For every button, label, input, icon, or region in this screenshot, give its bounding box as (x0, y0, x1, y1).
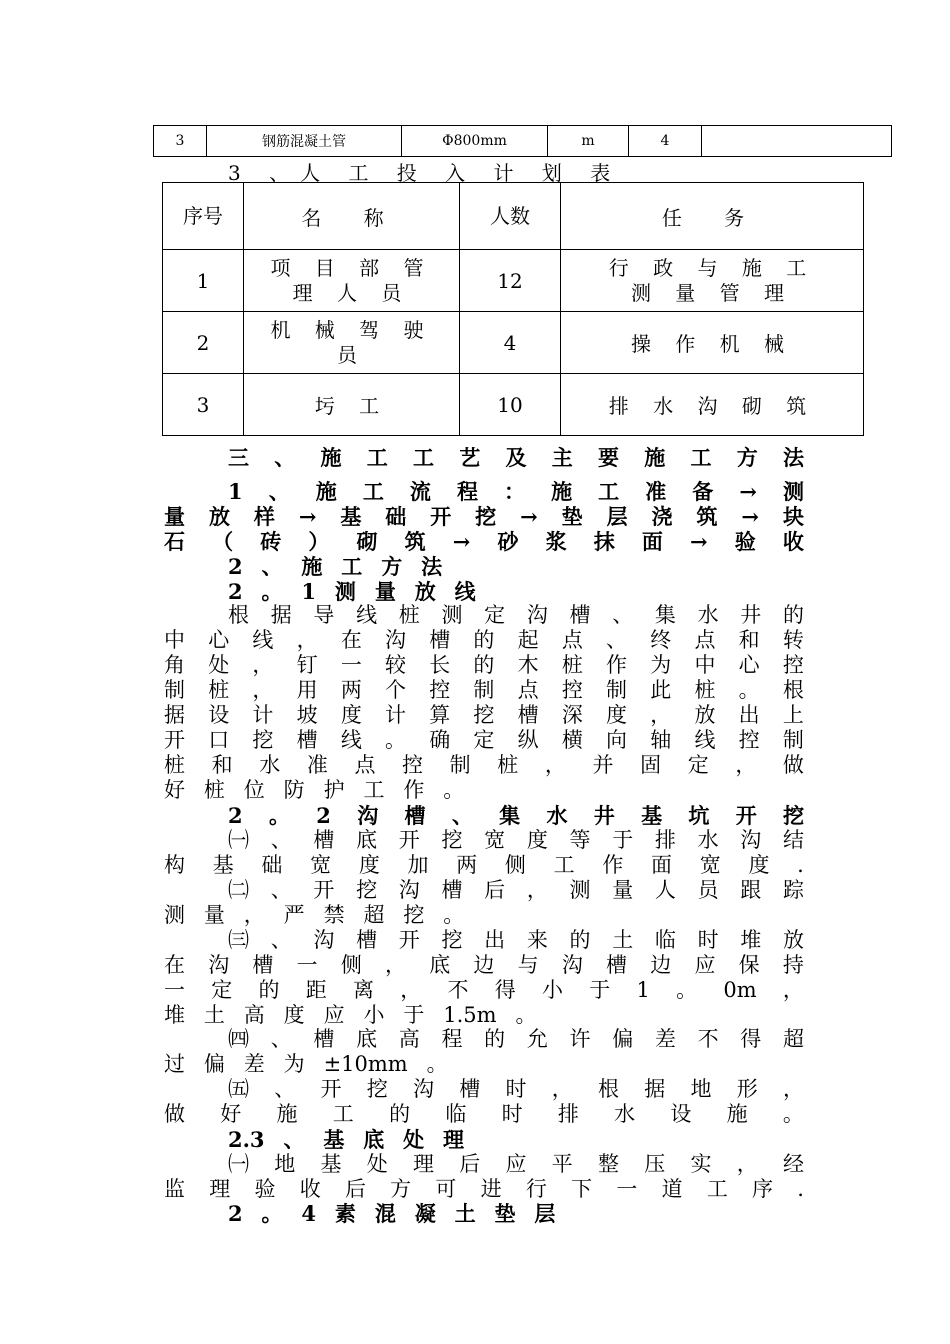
text-line: ㈣ 、 槽 底 高 程 的 允 许 偏 差 不 得 超 (228, 1027, 804, 1051)
text-line: 2 。 1 测 量 放 线 (228, 579, 476, 604)
text-line: 2 、 施 工 方 法 (228, 554, 443, 579)
text-line: 1 、 施 工 流 程 ： 施 工 准 备 → 测 (228, 479, 804, 504)
table-cell: 1 (163, 250, 244, 312)
text-line: 2 。 2 沟 槽 、 集 水 井 基 坑 开 挖 (228, 803, 804, 828)
text-line: ㈢ 、 沟 槽 开 挖 出 来 的 土 临 时 堆 放 (228, 928, 804, 952)
header-cell-count: 人数 (460, 183, 561, 250)
text-line: ㈡ 、 开 挖 沟 槽 后 ， 测 量 人 员 跟 踪 (228, 878, 804, 902)
text-line: 制 桩 ， 用 两 个 控 制 点 控 制 此 桩 。 根 (164, 678, 804, 702)
table-cell: 3 (154, 126, 207, 157)
text-line: 一 定 的 距 离 ， 不 得 小 于 1 。 0m ， (164, 978, 804, 1002)
materials-table-continuation (153, 125, 892, 157)
text-line: 量 放 样 → 基 础 开 挖 → 垫 层 浇 筑 → 块 (164, 504, 804, 529)
table-cell: 10 (460, 374, 561, 436)
text-line: 桩 和 水 准 点 控 制 桩 ， 并 固 定 ， 做 (164, 753, 804, 777)
table-cell: 机 械 驾 驶 员 (244, 312, 460, 374)
table-cell: m (548, 126, 629, 157)
text-line: 做 好 施 工 的 临 时 排 水 设 施 。 (164, 1102, 804, 1126)
text-line: 好 桩 位 防 护 工 作 。 (164, 778, 465, 802)
table-cell: 2 (163, 312, 244, 374)
table-cell (702, 126, 892, 157)
table-row (163, 250, 864, 312)
table-cell: Φ800mm (402, 126, 548, 157)
table-cell: 4 (629, 126, 702, 157)
table-row (163, 374, 864, 436)
text-line: 根 据 导 线 桩 测 定 沟 槽 、 集 水 井 的 (228, 603, 804, 627)
text-line: ㈠ 、 槽 底 开 挖 宽 度 等 于 排 水 沟 结 (228, 828, 804, 852)
table-cell: 排 水 沟 砌 筑 (561, 374, 864, 436)
table-cell: 12 (460, 250, 561, 312)
text-line: ㈠ 地 基 处 理 后 应 平 整 压 实 ， 经 (228, 1152, 804, 1176)
table-cell: 4 (460, 312, 561, 374)
text-line: 三 、 施 工 工 艺 及 主 要 施 工 方 法 (228, 445, 804, 470)
text-line: 在 沟 槽 一 侧 ， 底 边 与 沟 槽 边 应 保 持 (164, 953, 804, 977)
table-cell: 项 目 部 管 理 人 员 (244, 250, 460, 312)
text-line: 中 心 线 ， 在 沟 槽 的 起 点 、 终 点 和 转 (164, 628, 804, 652)
text-line: ㈤ 、 开 挖 沟 槽 时 ， 根 据 地 形 ， (228, 1077, 804, 1101)
text-line: 监 理 验 收 后 方 可 进 行 下 一 道 工 序 . (164, 1177, 804, 1201)
text-line: 构 基 础 宽 度 加 两 侧 工 作 面 宽 度 . (164, 853, 804, 877)
text-line: 测 量 ， 严 禁 超 挖 。 (164, 903, 465, 927)
text-line: 堆 土 高 度 应 小 于 1.5m 。 (164, 1003, 537, 1027)
staff-table-caption: 3 、人 工 投 入 计 划 表 (228, 161, 622, 185)
table-cell: 3 (163, 374, 244, 436)
table-row (154, 126, 892, 157)
text-line: 过 偏 差 为 ±10mm 。 (164, 1052, 448, 1076)
table-header-row (163, 183, 864, 250)
table-row (163, 312, 864, 374)
text-line: 石 （ 砖 ） 砌 筑 → 砂 浆 抹 面 → 验 收 (164, 529, 804, 554)
text-line: 2.3 、 基 底 处 理 (228, 1127, 464, 1152)
table-cell: 行 政 与 施 工 测 量 管 理 (561, 250, 864, 312)
table-cell: 操 作 机 械 (561, 312, 864, 374)
table-cell: 圬 工 (244, 374, 460, 436)
text-line: 开 口 挖 槽 线 。 确 定 纵 横 向 轴 线 控 制 (164, 728, 804, 752)
header-cell-index: 序号 (163, 183, 244, 250)
text-line: 据 设 计 坡 度 计 算 挖 槽 深 度 ， 放 出 上 (164, 703, 804, 727)
text-line: 角 处 ， 钉 一 较 长 的 木 桩 作 为 中 心 控 (164, 653, 804, 677)
staff-plan-table (162, 182, 864, 436)
header-cell-name: 名 称 (244, 183, 460, 250)
header-cell-task: 任 务 (561, 183, 864, 250)
text-line: 2 。 4 素 混 凝 土 垫 层 (228, 1201, 556, 1226)
table-cell: 钢筋混凝土管 (207, 126, 402, 157)
